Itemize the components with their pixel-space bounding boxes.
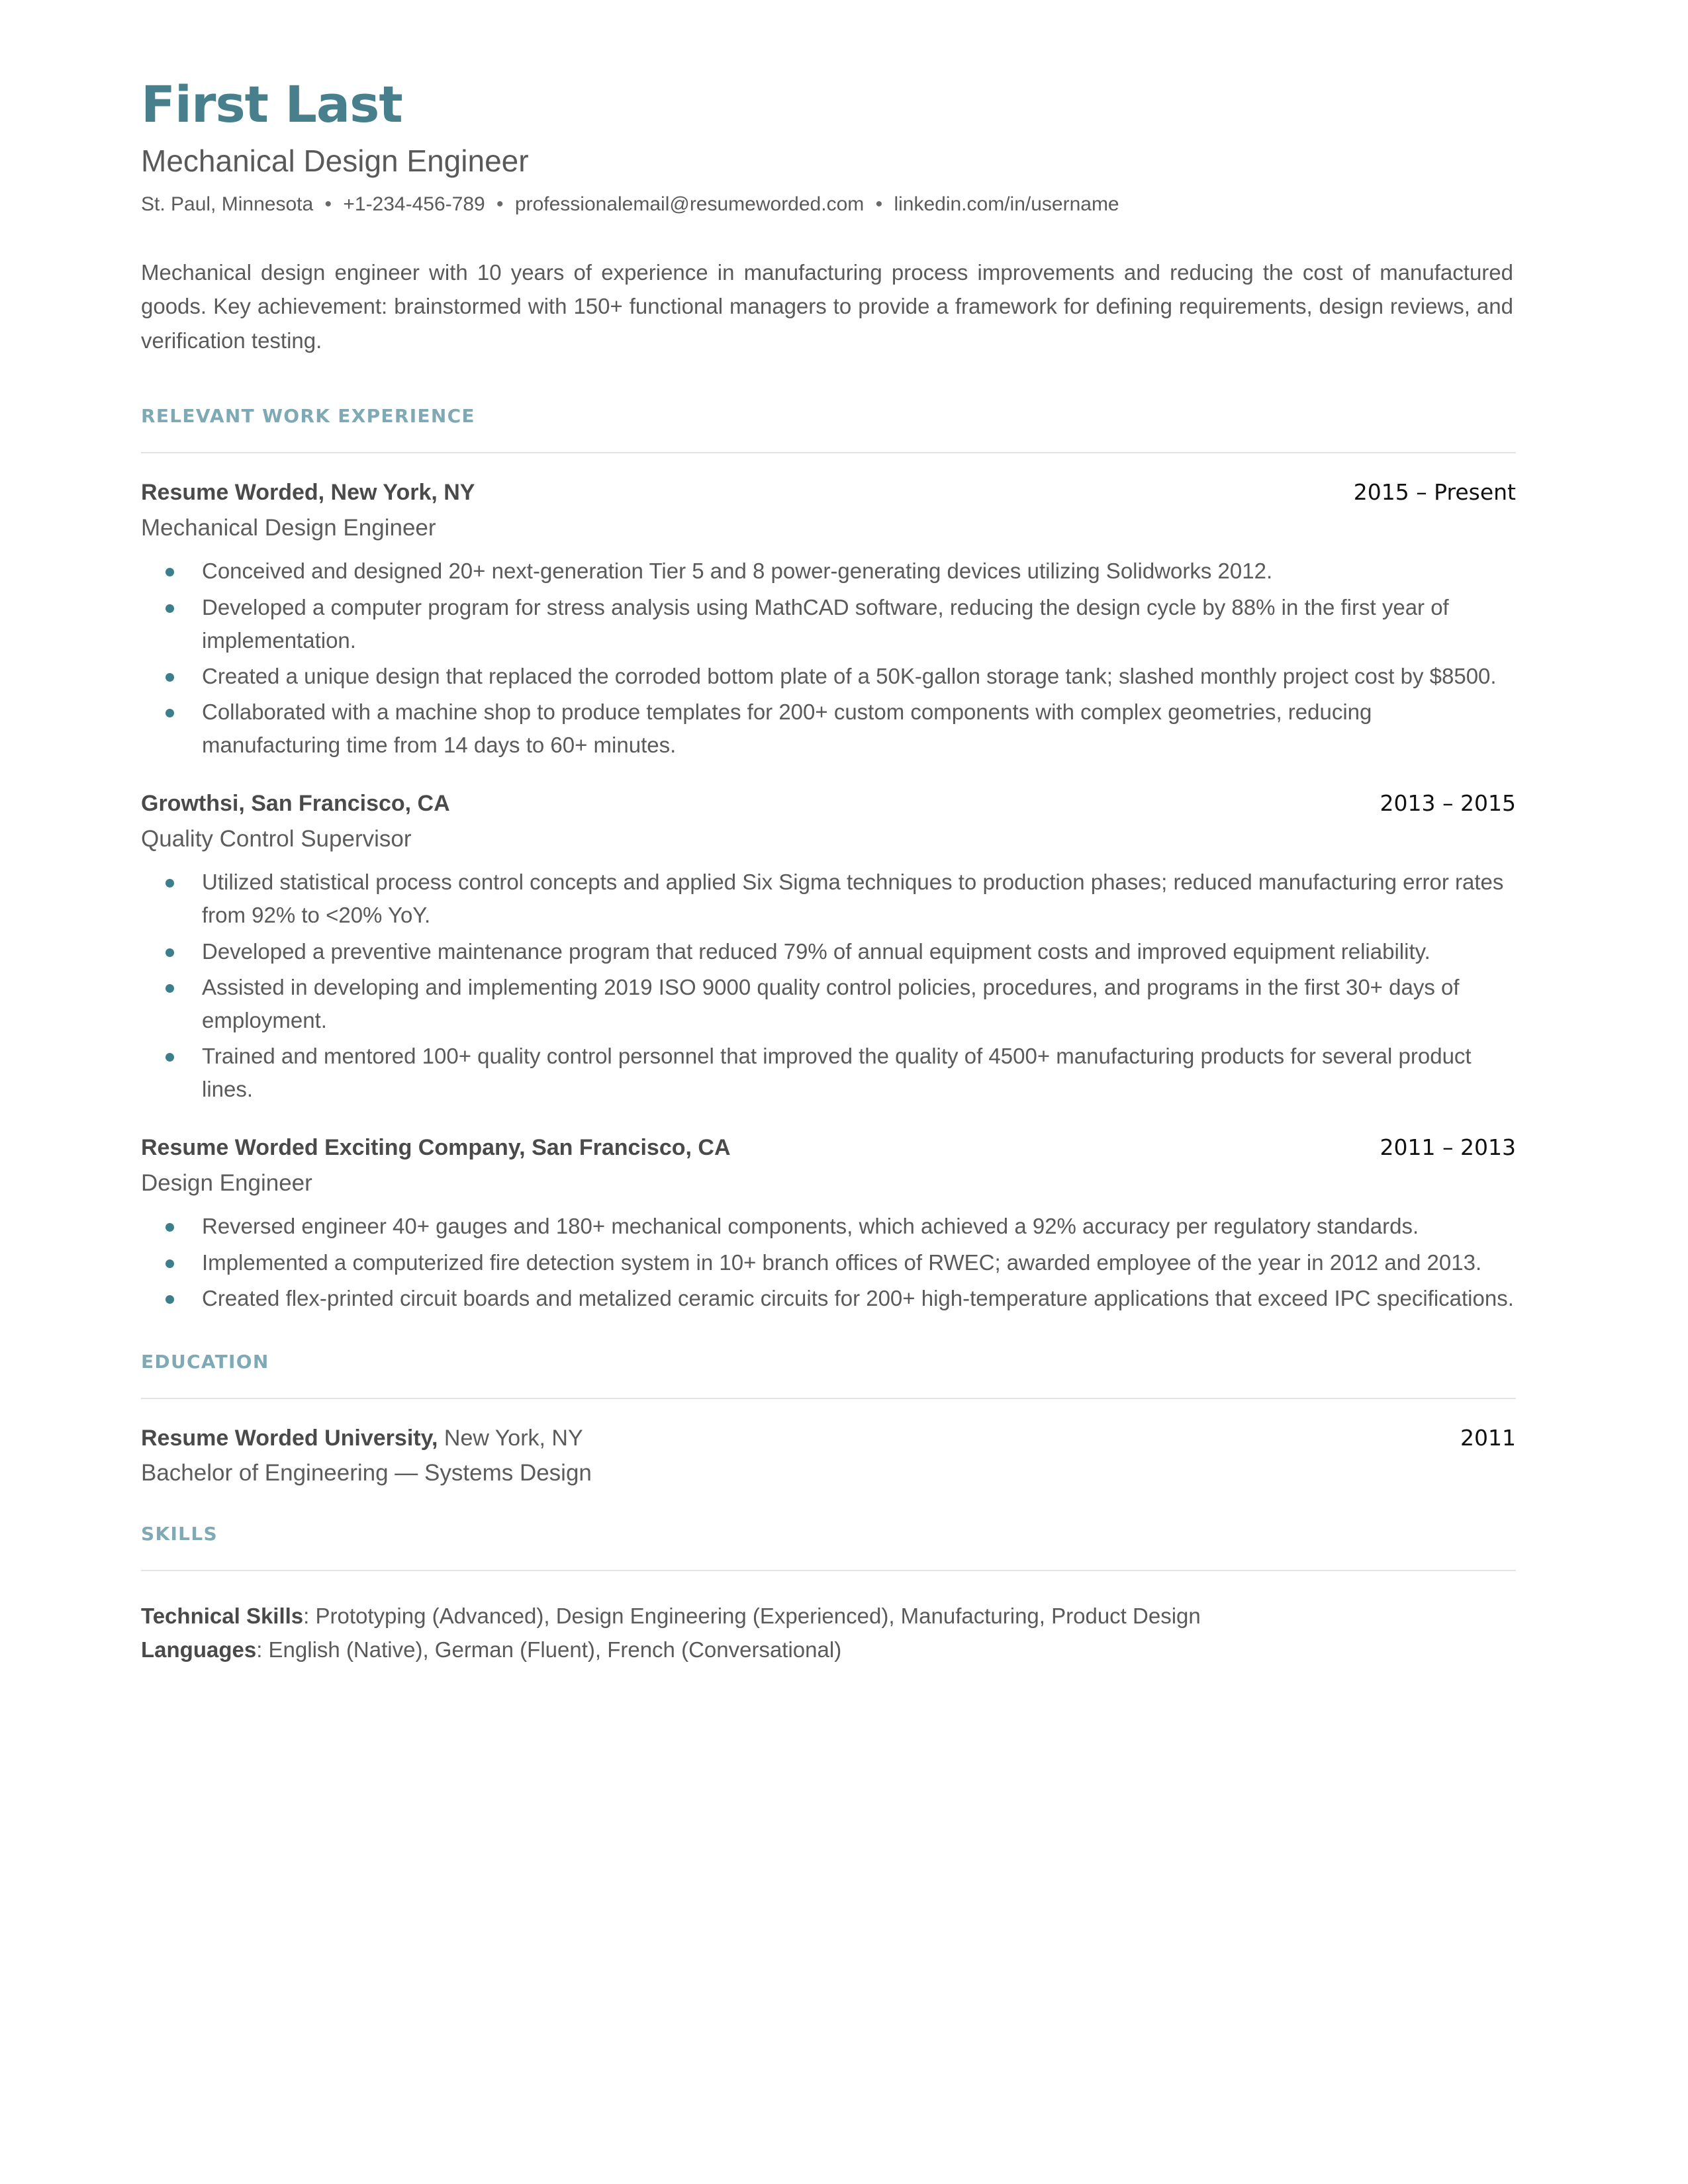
work-entry [141,1109,1516,1317]
skill-row [141,1599,1516,1633]
contact-separator-icon: • [496,193,504,215]
bullet-text: Created a unique design that replaced the corroded bottom plate of a 50K-gallon storage tank; slashed monthly project cost by $8500. [202,663,1497,688]
page-title: First Last [141,75,402,134]
list-item [141,660,1516,696]
education-entry-header [141,1424,1516,1453]
bullet-dot-icon [165,673,174,682]
list-item [141,1040,1516,1109]
degree-name: Bachelor of Engineering — Systems Design [141,1460,592,1486]
bullet-text: Implemented a computerized fire detection system in 10+ branch offices of RWEC; awarded employee of the year in 2012 and 2013. [202,1250,1482,1275]
bullet-dot-icon [165,948,174,957]
work-entry-header [141,1134,1516,1162]
work-entry [141,764,1516,1109]
work-bullet-list [141,854,1516,1109]
section-heading-education: EDUCATION [141,1350,269,1373]
resume-content [141,0,1516,1666]
skills-block [141,1571,1516,1666]
bullet-text: Assisted in developing and implementing 2019 ISO 9000 quality control policies, procedures, and programs in the first 30+ days of employment. [202,974,1460,1032]
school-name [141,1424,583,1453]
bullet-dot-icon [165,879,174,887]
list-item [141,866,1516,934]
list-item [141,1282,1516,1318]
contact-linkedin[interactable]: linkedin.com/in/username [894,193,1119,215]
skill-category-label: Technical Skills [141,1603,304,1628]
skill-category-label: Languages [141,1637,257,1662]
bullet-text: Collaborated with a machine shop to produce templates for 200+ custom components with complex geometries, reducing manufacturing time from 14 days to 60+ minutes. [202,700,1372,758]
bullet-dot-icon [165,1223,174,1232]
employer-name: Resume Worded, New York, NY [141,480,475,506]
professional-summary: Mechanical design engineer with 10 years of experience in manufacturing process improvements and reducing the cost of manufactured goods. Key achievement: brainstormed with 150+ functional managers to provide a framework for defining requirements, design reviews, and verification testing. [141,259,1513,353]
list-item [141,696,1516,764]
school-location: New York, NY [438,1425,583,1451]
professional-title: Mechanical Design Engineer [141,143,529,178]
education-entry [141,1399,1516,1488]
bullet-text: Created flex-printed circuit boards and metalized ceramic circuits for 200+ high-temperature applications that exceed IPC specifications. [202,1285,1514,1310]
school-name-bold: Resume Worded University, [141,1425,438,1451]
bullet-text: Utilized statistical process control concepts and applied Six Sigma techniques to production phases; reduced manufacturing error rates from 92% to <20% YoY. [202,870,1504,928]
bullet-dot-icon [165,604,174,613]
employment-dates: 2013 – 2015 [1380,790,1516,817]
graduation-year: 2011 [1460,1424,1516,1451]
bullet-text: Developed a computer program for stress analysis using MathCAD software, reducing the design cycle by 88% in the first year of implementation. [202,594,1449,653]
section-heading-work: RELEVANT WORK EXPERIENCE [141,405,475,428]
work-bullet-list [141,543,1516,764]
skill-values: : Prototyping (Advanced), Design Engineering (Experienced), Manufacturing, Product Design [303,1603,1201,1628]
job-role: Mechanical Design Engineer [141,514,436,541]
employer-name: Resume Worded Exciting Company, San Francisco, CA [141,1135,731,1161]
employment-dates: 2015 – Present [1353,479,1516,506]
skill-row [141,1633,1516,1666]
list-item [141,1210,1516,1246]
bullet-dot-icon [165,709,174,717]
job-role: Quality Control Supervisor [141,825,412,852]
contact-phone: +1-234-456-789 [343,193,485,215]
work-entry [141,453,1516,764]
bullet-dot-icon [165,984,174,993]
list-item [141,591,1516,660]
bullet-text: Developed a preventive maintenance program that reduced 79% of annual equipment costs and improved equipment reliability. [202,938,1430,964]
contact-separator-icon: • [875,193,883,215]
work-bullet-list [141,1198,1516,1317]
contact-email[interactable]: professionalemail@resumeworded.com [514,193,865,215]
bullet-dot-icon [165,568,174,576]
bullet-text: Reversed engineer 40+ gauges and 180+ mechanical components, which achieved a 92% accuracy per regulatory standards. [202,1214,1419,1239]
bullet-text: Trained and mentored 100+ quality control personnel that improved the quality of 4500+ manufacturing products for several product lines. [202,1044,1472,1102]
work-entry-header [141,790,1516,818]
bullet-dot-icon [165,1053,174,1062]
list-item [141,555,1516,590]
list-item [141,1246,1516,1282]
employer-name: Growthsi, San Francisco, CA [141,791,450,817]
list-item [141,971,1516,1040]
employment-dates: 2011 – 2013 [1380,1134,1516,1161]
list-item [141,935,1516,971]
contact-location: St. Paul, Minnesota [141,193,314,215]
job-role: Design Engineer [141,1169,312,1196]
contact-line [141,179,1516,217]
work-entry-header [141,478,1516,507]
bullet-text: Conceived and designed 20+ next-generation Tier 5 and 8 power-generating devices utilizing Solidworks 2012. [202,559,1273,584]
skill-values: : English (Native), German (Fluent), French (Conversational) [256,1637,842,1662]
bullet-dot-icon [165,1295,174,1304]
bullet-dot-icon [165,1259,174,1268]
contact-separator-icon: • [324,193,332,215]
section-heading-skills: SKILLS [141,1522,218,1545]
